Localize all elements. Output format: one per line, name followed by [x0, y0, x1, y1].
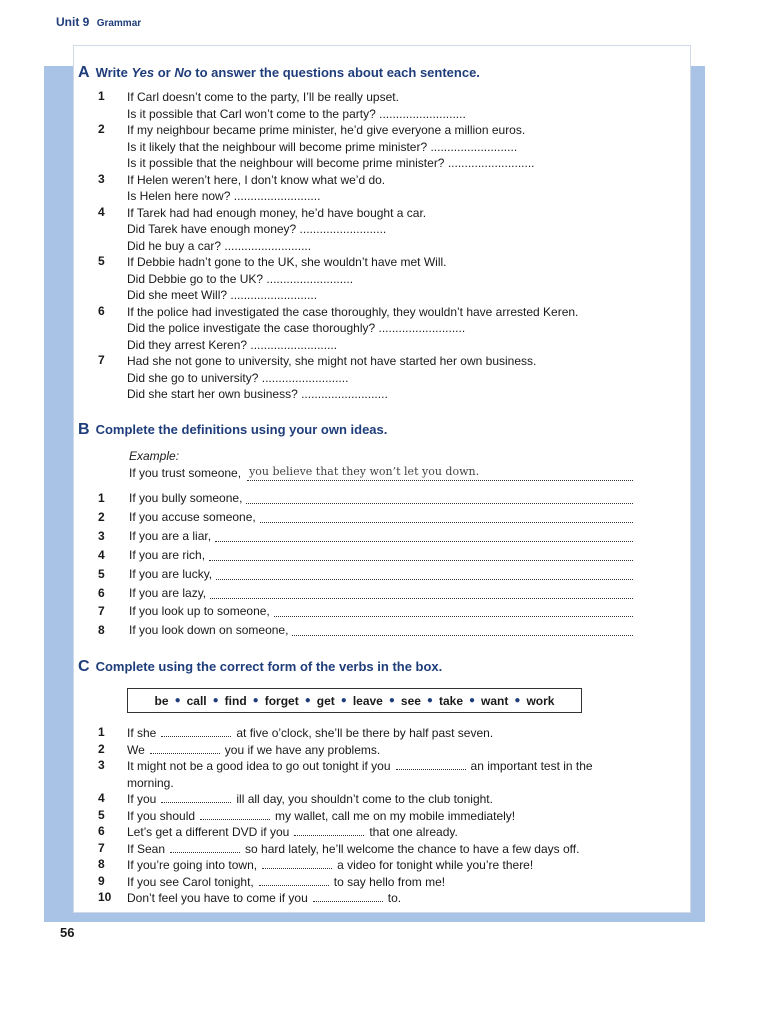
item-number: 7: [98, 604, 105, 619]
question-line[interactable]: Is Helen here now? ..........................: [127, 189, 321, 203]
verb-blank[interactable]: [170, 842, 240, 853]
question-line[interactable]: Is it likely that the neighbour will become prime minister? ..........................: [127, 139, 518, 154]
gap-fill-sentence: [127, 758, 593, 774]
item-number: 9: [98, 873, 105, 888]
question-line[interactable]: Did she meet Will? ..........................: [127, 288, 318, 302]
verb-word: forget: [264, 693, 299, 708]
section-a-letter: A: [78, 64, 90, 81]
conditional-sentence: If my neighbour became prime minister, he’d give everyone a million euros.: [127, 123, 526, 137]
example-answer-line: [247, 466, 633, 481]
definition-prompt: If you look down on someone,: [129, 623, 289, 638]
example-answer: you believe that they won’t let you down.: [249, 465, 480, 478]
definition-prompt: If you are a liar,: [129, 528, 212, 543]
verb-word: take: [438, 693, 463, 708]
verb-word: work: [526, 693, 555, 708]
definition-prompt: If you look up to someone,: [129, 604, 270, 619]
answer-blank[interactable]: [209, 548, 633, 561]
definition-prompt: If you are rich,: [129, 547, 206, 562]
gap-fill-sentence: [127, 725, 493, 741]
unit-header: [56, 15, 141, 29]
conditional-sentence: Had she not gone to university, she might not have started her own business.: [127, 354, 537, 368]
sentence-start: We: [127, 742, 145, 757]
gap-fill-sentence: [127, 890, 401, 906]
item-number: 8: [98, 623, 105, 638]
definition-line: [129, 491, 633, 505]
verb-word: get: [316, 693, 335, 708]
example-prompt: If you trust someone,: [129, 466, 242, 480]
sentence-start: If you see Carol tonight,: [127, 874, 254, 889]
bullet-separator: ●: [340, 695, 347, 706]
verb-blank[interactable]: [150, 743, 220, 754]
bullet-separator: ●: [514, 695, 521, 706]
sentence-continuation: morning.: [127, 775, 174, 790]
item-number: 5: [98, 566, 105, 581]
item-number: 2: [98, 509, 105, 524]
bullet-separator: ●: [174, 695, 181, 706]
definition-line: [129, 510, 633, 524]
section-c-letter: C: [78, 658, 90, 675]
section-b-title: B Complete the definitions using your own ideas.: [78, 421, 388, 438]
question-line[interactable]: Is it possible that Carl won’t come to the party? ..........................: [127, 106, 466, 121]
page-number: 56: [60, 925, 75, 940]
example-line: [129, 466, 633, 481]
gap-fill-sentence: [127, 841, 579, 857]
section-a-title: A Write Yes or No to answer the questions about each sentence.: [78, 64, 480, 81]
sentence-end: my wallet, call me on my mobile immediately!: [275, 808, 516, 823]
item-number: 3: [98, 171, 105, 186]
gap-fill-sentence: [127, 824, 458, 840]
question-line[interactable]: Did Debbie go to the UK? ..........................: [127, 271, 354, 286]
section-b-letter: B: [78, 421, 90, 438]
answer-blank[interactable]: [210, 586, 633, 599]
answer-blank[interactable]: [260, 510, 633, 523]
sentence-start: Let’s get a different DVD if you: [127, 825, 290, 839]
item-number: 6: [98, 303, 105, 318]
definition-prompt: If you are lazy,: [129, 585, 207, 600]
definition-line: [129, 604, 633, 618]
item-number: 10: [98, 890, 112, 904]
sentence-end: so hard lately, he’ll welcome the chance to have a few days off.: [245, 841, 580, 856]
item-number: 7: [98, 840, 105, 855]
conditional-sentence: If Debbie hadn’t gone to the UK, she wouldn’t have met Will.: [127, 255, 447, 269]
sentence-end: at five o’clock, she’ll be there by half past seven.: [236, 726, 494, 740]
answer-blank[interactable]: [216, 567, 633, 580]
example-label: Example:: [129, 449, 180, 463]
item-number: 2: [98, 741, 105, 756]
item-number: 6: [98, 585, 105, 600]
item-number: 1: [98, 89, 105, 103]
sentence-end: to say hello from me!: [333, 874, 446, 889]
definition-line: [129, 548, 633, 562]
item-number: 4: [98, 791, 105, 805]
answer-blank[interactable]: [292, 623, 633, 636]
conditional-sentence: If Tarek had had enough money, he’d have bought a car.: [127, 205, 427, 220]
verb-blank[interactable]: [259, 875, 329, 886]
item-number: 3: [98, 758, 105, 772]
unit-label: Unit 9: [56, 15, 90, 29]
sentence-end: ill all day, you shouldn’t come to the club tonight.: [236, 792, 493, 806]
sentence-start: It might not be a good idea to go out tonight if you: [127, 759, 391, 773]
sentence-end: to.: [387, 891, 402, 905]
sentence-end: you if we have any problems.: [224, 742, 381, 757]
answer-blank[interactable]: [274, 604, 633, 617]
item-number: 1: [98, 725, 105, 739]
item-number: 6: [98, 824, 105, 838]
verb-blank[interactable]: [200, 809, 270, 820]
bullet-separator: ●: [304, 695, 311, 706]
verb-blank[interactable]: [161, 726, 231, 737]
definition-line: [129, 567, 633, 581]
sentence-end: an important test in the: [470, 759, 593, 773]
definition-line: [129, 623, 633, 637]
item-number: 2: [98, 122, 105, 136]
verb-word-box: [127, 688, 582, 713]
sentence-end: that one already.: [369, 825, 458, 839]
item-number: 5: [98, 254, 105, 268]
sentence-end: a video for tonight while you’re there!: [337, 858, 534, 872]
conditional-sentence: If Carl doesn’t come to the party, I’ll be really upset.: [127, 90, 399, 104]
definition-prompt: If you accuse someone,: [129, 509, 256, 524]
question-line[interactable]: Did she start her own business? ..........................: [127, 387, 388, 401]
sentence-start: If she: [127, 726, 157, 740]
sentence-start: If you should: [127, 808, 196, 823]
definition-prompt: If you are lucky,: [129, 566, 213, 581]
verb-word: leave: [352, 693, 383, 708]
question-line[interactable]: Is it possible that the neighbour will become prime minister? ..........................: [127, 156, 535, 170]
verb-word: be: [154, 693, 169, 708]
bullet-separator: ●: [212, 695, 219, 706]
gap-fill-sentence: [127, 808, 515, 824]
item-number: 4: [98, 204, 105, 219]
verb-blank[interactable]: [396, 759, 466, 770]
gap-fill-sentence: [127, 874, 445, 890]
definition-prompt: If you bully someone,: [129, 491, 243, 505]
section-label: Grammar: [96, 18, 142, 29]
item-number: 4: [98, 547, 105, 562]
item-number: 1: [98, 491, 105, 505]
gap-fill-sentence: [127, 742, 380, 758]
verb-blank[interactable]: [294, 825, 364, 836]
verb-word: call: [186, 693, 207, 708]
question-line[interactable]: Did she go to university? ..........................: [127, 370, 349, 385]
verb-blank[interactable]: [313, 891, 383, 902]
verb-blank[interactable]: [262, 858, 332, 869]
item-number: 3: [98, 528, 105, 543]
definition-line: [129, 586, 633, 600]
question-line[interactable]: Did Tarek have enough money? ..........................: [127, 222, 387, 236]
verb-word: find: [224, 693, 247, 708]
bullet-separator: ●: [388, 695, 395, 706]
bullet-separator: ●: [252, 695, 259, 706]
sentence-start: Don’t feel you have to come if you: [127, 891, 308, 905]
item-number: 7: [98, 353, 105, 367]
question-line[interactable]: Did they arrest Keren? ..........................: [127, 337, 338, 352]
bullet-separator: ●: [469, 695, 476, 706]
verb-word: see: [400, 693, 421, 708]
gap-fill-sentence: [127, 857, 533, 873]
bullet-separator: ●: [426, 695, 433, 706]
section-c-title: C Complete using the correct form of the verbs in the box.: [78, 658, 443, 675]
sentence-start: If Sean: [127, 841, 166, 856]
question-line[interactable]: Did the police investigate the case thoroughly? ..........................: [127, 321, 466, 335]
answer-blank[interactable]: [246, 491, 633, 504]
verb-blank[interactable]: [161, 792, 231, 803]
conditional-sentence: If the police had investigated the case thoroughly, they wouldn’t have arrested Keren.: [127, 304, 579, 319]
definition-line: [129, 529, 633, 543]
item-number: 8: [98, 857, 105, 871]
item-number: 5: [98, 807, 105, 822]
verb-word: want: [481, 693, 509, 708]
question-line[interactable]: Did he buy a car? ..........................: [127, 238, 312, 253]
sentence-start: If you: [127, 792, 157, 806]
gap-fill-sentence: [127, 791, 493, 807]
sentence-start: If you’re going into town,: [127, 858, 258, 872]
conditional-sentence: If Helen weren’t here, I don’t know what we’d do.: [127, 172, 386, 187]
answer-blank[interactable]: [215, 529, 633, 542]
